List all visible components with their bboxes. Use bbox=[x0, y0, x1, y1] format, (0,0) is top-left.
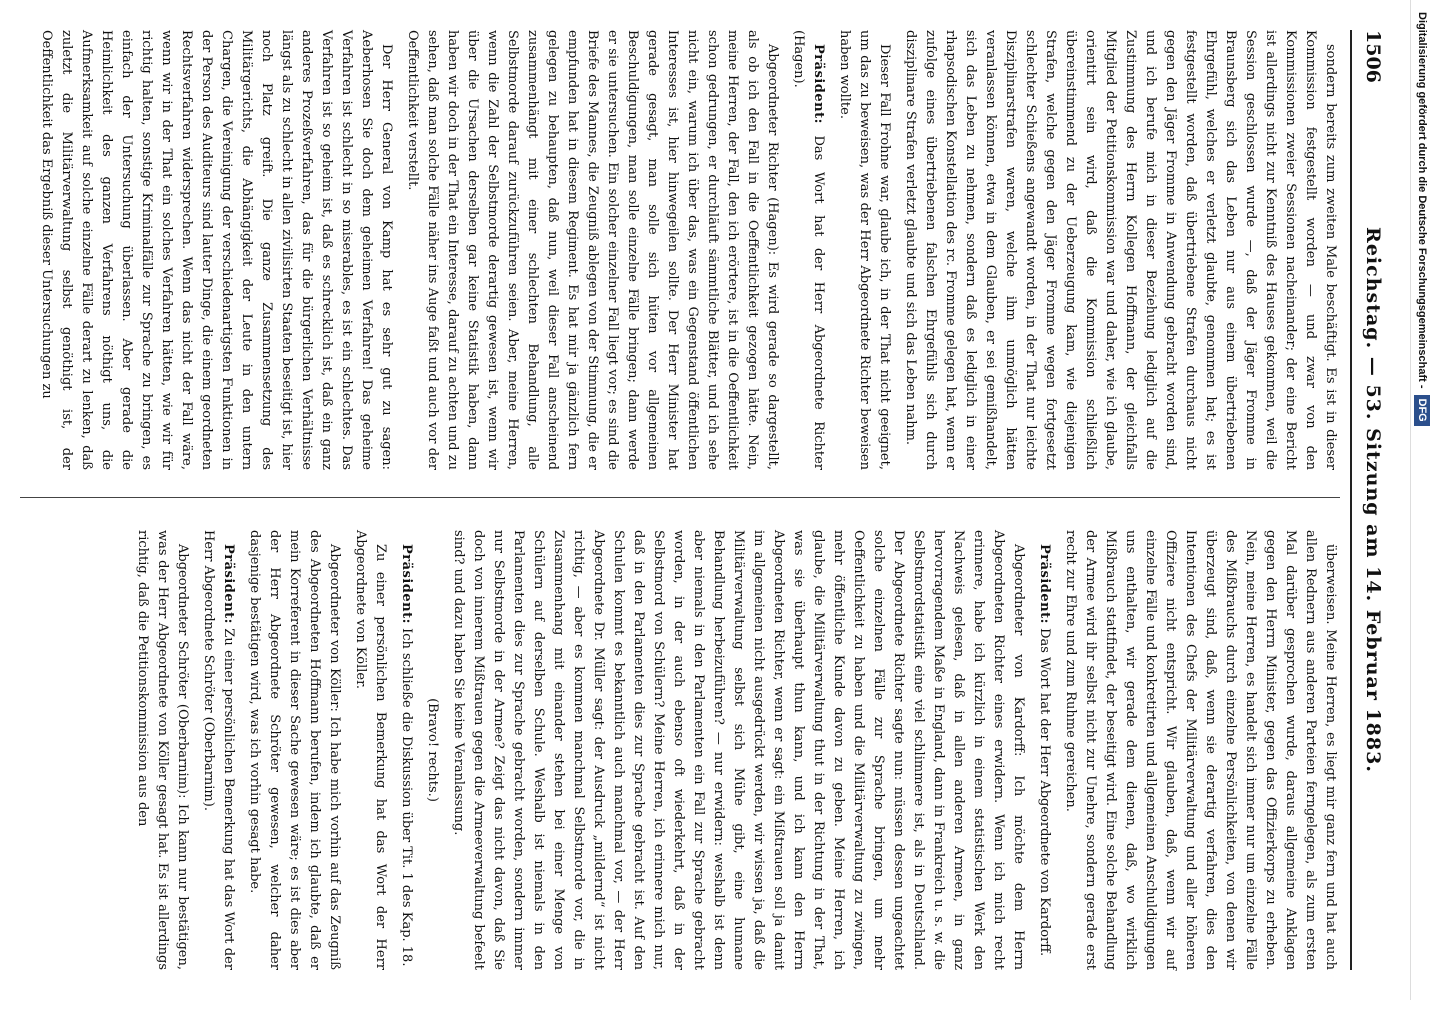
column-divider bbox=[20, 497, 1340, 498]
header-title bbox=[1362, 30, 1384, 970]
paragraph-text: Abgeordneter von Kardorff: Ich möchte dem Herrn Abgeordneten Richter eines erwidern. Wenn ich mich recht erinnere, habe ich kürzlich in einem statistischen Werk den Nachweis gelesen, daß in allen anderen Armeen, in ganz hervorragendem Maße in England, dann in Frankreich u. s. w. die Selbstmordstatistik eine viel schlimmere ist, als in Deutschland. Der Abgeordnete Richter sagte nun: müssen dessen ungeachtet solche einzelnen Fälle zur Sprache bringen, um mehr Oeffentlichkeit zu haben und die Militärverwaltung zu zwingen, mehr öffentliche Kunde davon zu geben. Meine Herren, ich glaube, die Militärverwaltung thut in der Richtung in der That, was sie überhaupt thun kann, und ich kann den Herrn Abgeordneten Richter, wenn er sagt: ein Mißtrauen soll ja damit im allgemeinen nicht ausgedrückt werden, wir wissen ja, daß die Militärverwaltung selbst sich Mühe gibt, eine humane Behandlung herbeizuführen? — nur erwidern: weshalb ist denn aber niemals in den Parlamenten ein Fall zur Sprache gebracht worden, in der auch ebenso oft wiederkehrt, daß in der Selbstmord von Schülern? Meine Herren, ich erinnere mich nur, daß in den Parlamenten dies zur Sprache gebracht ist. Auf den Schulen kommt es bekanntlich auch manchmal vor, — der Herr Abgeordnete Dr. Müller sagt: der Ausdruck „mildernd“ ist nicht richtig, — aber es kommen manchmal Selbstmorde vor, die in Zusammenhang mit einander stehen bei einer Menge von Schülern auf derselben Schule. Weshalb ist niemals in den Parlamenten dies zur Sprache gebracht worden, sondern immer nur Selbstmorde in der Armee? Zeigt das nicht davon, daß Sie doch von innerem Mißtrauen gegen die Armeeverwaltung befeelt sind? und dazu haben Sie keine Veranlassung. bbox=[451, 530, 1026, 970]
paragraph-text: (Bravo! rechts.) bbox=[425, 698, 440, 802]
paragraph-text: Dieser Fall Frohne war, glaube ich, in der That nicht geeignet, um das zu beweisen, was der Herr Abgeordnete Richter beweisen haben wollte. bbox=[837, 30, 892, 470]
paragraph-text: Abgeordneter Richter (Hagen): Es wird gerade so dargestellt, als ob ich den Fall in die Oeffentlichkeit gezogen hätte. Nein, meine Herren, der Fall, den ich erörtere, ist in die Oeffentlichkeit schon gedrungen, er durchläuft sämmtliche Blätter, und ich sehe nicht ein, warum ich über das, was ein Gegenstand öffentlichen Interesses ist, hier hinwegeilen sollte. Der Herr Minister hat gerade gesagt, man solle sich hüten vor allgemeinen Beschuldigungen, man solle einzelne Fälle bringen; dann werde er sie untersuchen. Ein solcher einzelner Fall liegt vor; es sind die Briefe des Mannes, die Zeugniß ablegen von der Stimmung, die er empfunden hat in diesem Regiment. Es hat mir ja gänzlich fern gelegen zu behaupten, daß nun, weil dieser Fall anscheinend zusammenhängt mit einer schlechten Behandlung, alle Selbstmorde darauf zurückzuführen seien. Aber, meine Herren, wenn die Zahl der Selbstmorde derartig gewesen ist, wenn wir über die Ursachen derselben gar keine Statistik haben, dann haben wir doch in der That ein Interesse, darauf zu achten und zu sehen, daß man solche Fälle näher ins Auge faßt und auch vor der Oeffentlichkeit verstellt. bbox=[405, 30, 780, 470]
digitization-credit bbox=[1411, 0, 1432, 1012]
digitization-credit-bar bbox=[1410, 0, 1432, 1000]
paragraph bbox=[350, 530, 390, 970]
paragraph bbox=[198, 530, 238, 970]
paragraph bbox=[834, 30, 894, 470]
speaker-label: Präsident: bbox=[399, 544, 414, 624]
paragraph bbox=[132, 530, 192, 970]
speaker-label: Präsident: bbox=[811, 44, 826, 124]
credit-text: Digitalisierung gefördert durch die Deutsche Forschungsgemeinschaft - bbox=[1416, 12, 1428, 389]
right-column bbox=[126, 530, 1340, 970]
dfg-logo: DFG bbox=[1414, 395, 1430, 426]
paragraph-text: sondern bereits zum zweiten Male beschäftigt. Es ist in dieser Kommission festgestellt worden — und zwar von den Kommissionen zweier Sessionen nacheinander; der eine Bericht ist allerdings nicht zur Kenntniß des Hauses gekommen, weil die Session geschlossen wurde —, daß der Jäger Fromme in Braunsberg sich das Leben nur aus einem übertriebenen Ehrgefühl, welches er verletzt glaubte, genommen hat; es ist festgestellt worden, daß übertriebene Strafen durchaus nicht gegen den Jäger Fromme in Anwendung gebracht worden sind, und ich berufe mich in dieser Beziehung lediglich auf die Zustimmung des Herrn Kollegen Hoffmann, der gleichfalls Mitglied der Petitionskommission war und daher, wie ich glaube, orientirt sein wird, daß die Kommission schließlich übereinstimmend zu der Ueberzeugung kam, wie diejenigen Strafen, welche gegen den Jäger Fromme wegen fortgesetzt schlechter Schießens angewandt worden, in der That nur leichte Disziplinarstrafen waren, welche ihm unmöglich hätten veranlassen können, etwa in dem Glauben, er sei gemißhandelt, sich das Leben zu nehmen, sondern daß es lediglich in einer rhapsodischen Konstellation des rc. Fromme gelegen hat, wenn er zufolge eines übertriebenen falschen Ehrgefühls sich durch disziplinare Strafen verletzt glaubte und sich das Leben nahm. bbox=[903, 30, 1338, 470]
left-column bbox=[30, 30, 1340, 470]
paragraph-text: Das Wort hat der Herr Abgeordnete Richter (Hagen). bbox=[791, 30, 826, 470]
paragraph bbox=[36, 30, 396, 470]
paragraph bbox=[788, 30, 828, 470]
paragraph bbox=[402, 30, 782, 470]
page-number: 1506 bbox=[1362, 30, 1384, 83]
paragraph bbox=[900, 30, 1340, 470]
paragraph-text: Das Wort hat der Herr Abgeordnete von Kardorff. bbox=[1037, 628, 1052, 957]
session-title: 53. Sitzung am 14. Februar 1883. bbox=[1362, 384, 1384, 773]
paragraph-text: überweisen. Meine Herren, es liegt mir ganz fern und hat auch allen Rednern aus anderen Parteien ferngelegen, als zum ersten Mal darüber gesprochen wurde, daraus allgemeine Anklagen gegen den Herrn Minister, gegen das Offizierkorps zu erheben. Nein, meine Herren, es handelt sich immer nur um einzelne Fälle des Mißbrauchs durch einzelne Persönlichkeiten, von denen wir überzeugt sind, daß, wenn sie derartig verfahren, dies den Intentionen des Chefs der Militärverwaltung und aller höheren Offiziere nicht entspricht. Wir glauben, daß, wenn wir auf einzelne Fälle und konkretirten und allgemeinen Anschuldigungen uns enthalten, wir gerade dem dienen, daß, wo wirklich Mißbrauch stattfindet, der beseitigt wird. Eine solche Behandlung der Armee wird ihr selbst nicht zur Unehre, sondern gerade erst recht zur Ehre und zum Ruhme gereichen. bbox=[1063, 530, 1338, 970]
paragraph bbox=[1060, 530, 1340, 970]
paragraph-text: Abgeordneter von Köller: Ich habe mich vorhin auf das Zeugniß des Abgeordneten Hoffmann berufen, indem ich glaubte, daß er mein Korreferent in dieser Sache gewesen wäre; es ist dies aber der Herr Abgeordnete Schröter gewesen, welcher daher dasjenige bestätigen wird, was ich vorhin gesagt habe. bbox=[247, 530, 342, 970]
paragraph-text: Abgeordneter Schröter (Oberbarnim): Ich kann nur bestätigen, was der Herr Abgeordnete von Köller gesagt hat. Es ist allerdings richtig, daß die Petitionskommission aus den bbox=[135, 530, 190, 970]
paragraph-text: Zu einer persönlichen Bemerkung hat das Wort der Herr Abgeordnete von Köller. bbox=[353, 530, 388, 970]
paragraph bbox=[396, 530, 416, 970]
speaker-label: Präsident: bbox=[221, 544, 236, 624]
paragraph-text: Ich schließe die Diskussion über Tit. 1 des Kap. 18. bbox=[399, 628, 414, 967]
header-left-text: Reichstag. — bbox=[1362, 227, 1384, 377]
paragraph-text: Der Herr General von Kamp hat es sehr gut zu sagen: Aeberhosen Sie doch dem geheimen Verfahren! Das geheime Verfahren ist schlecht in so miserables, es ist ein schlechtes. Das Verfahren ist so geheim ist, daß es schrecklich ist, daß ein ganz anderes Prozeßverfahren, das für die bürgerlichen Verhältnisse längst als zu schlecht in allen zivilisirten Staaten beseitigt ist, hier noch Platz greift. Die ganze Zusammensetzung des Militärgerichts, die Abhängigkeit der Leute in den untern Chargen, die Vereinigung der verschiedenartigsten Funktionen in der Person des Auditeurs sind lauter Dinge, die einem geordneten Rechtsverfahren widersprechen. Wenn das nicht der Fall wäre, wenn wir in der That ein solches Verfahren hätten, wie wir für richtig halten, sonstige Kriminalfälle zur Sprache zu bringen, es einfach der Untersuchung überlassen. Aber gerade die Heimlichkeit des ganzen Verfahrens nöthigt uns, die Aufmerksamkeit auf solche einzelne Fälle derart zu lenken, daß zuletzt die Militärverwaltung selbst genöthigt ist, der Oeffentlichkeit das Ergebniß dieser Untersuchungen zu bbox=[39, 30, 394, 470]
speaker-label: Präsident: bbox=[1037, 544, 1052, 624]
paragraph bbox=[448, 530, 1028, 970]
interjection bbox=[422, 530, 442, 970]
paragraph bbox=[244, 530, 344, 970]
page-header bbox=[1350, 30, 1392, 970]
paragraph bbox=[1034, 530, 1054, 970]
paragraph-text: Zu einer persönlichen Bemerkung hat das Wort der Herr Abgeordnete Schröter (Oberbarnim). bbox=[201, 530, 236, 970]
